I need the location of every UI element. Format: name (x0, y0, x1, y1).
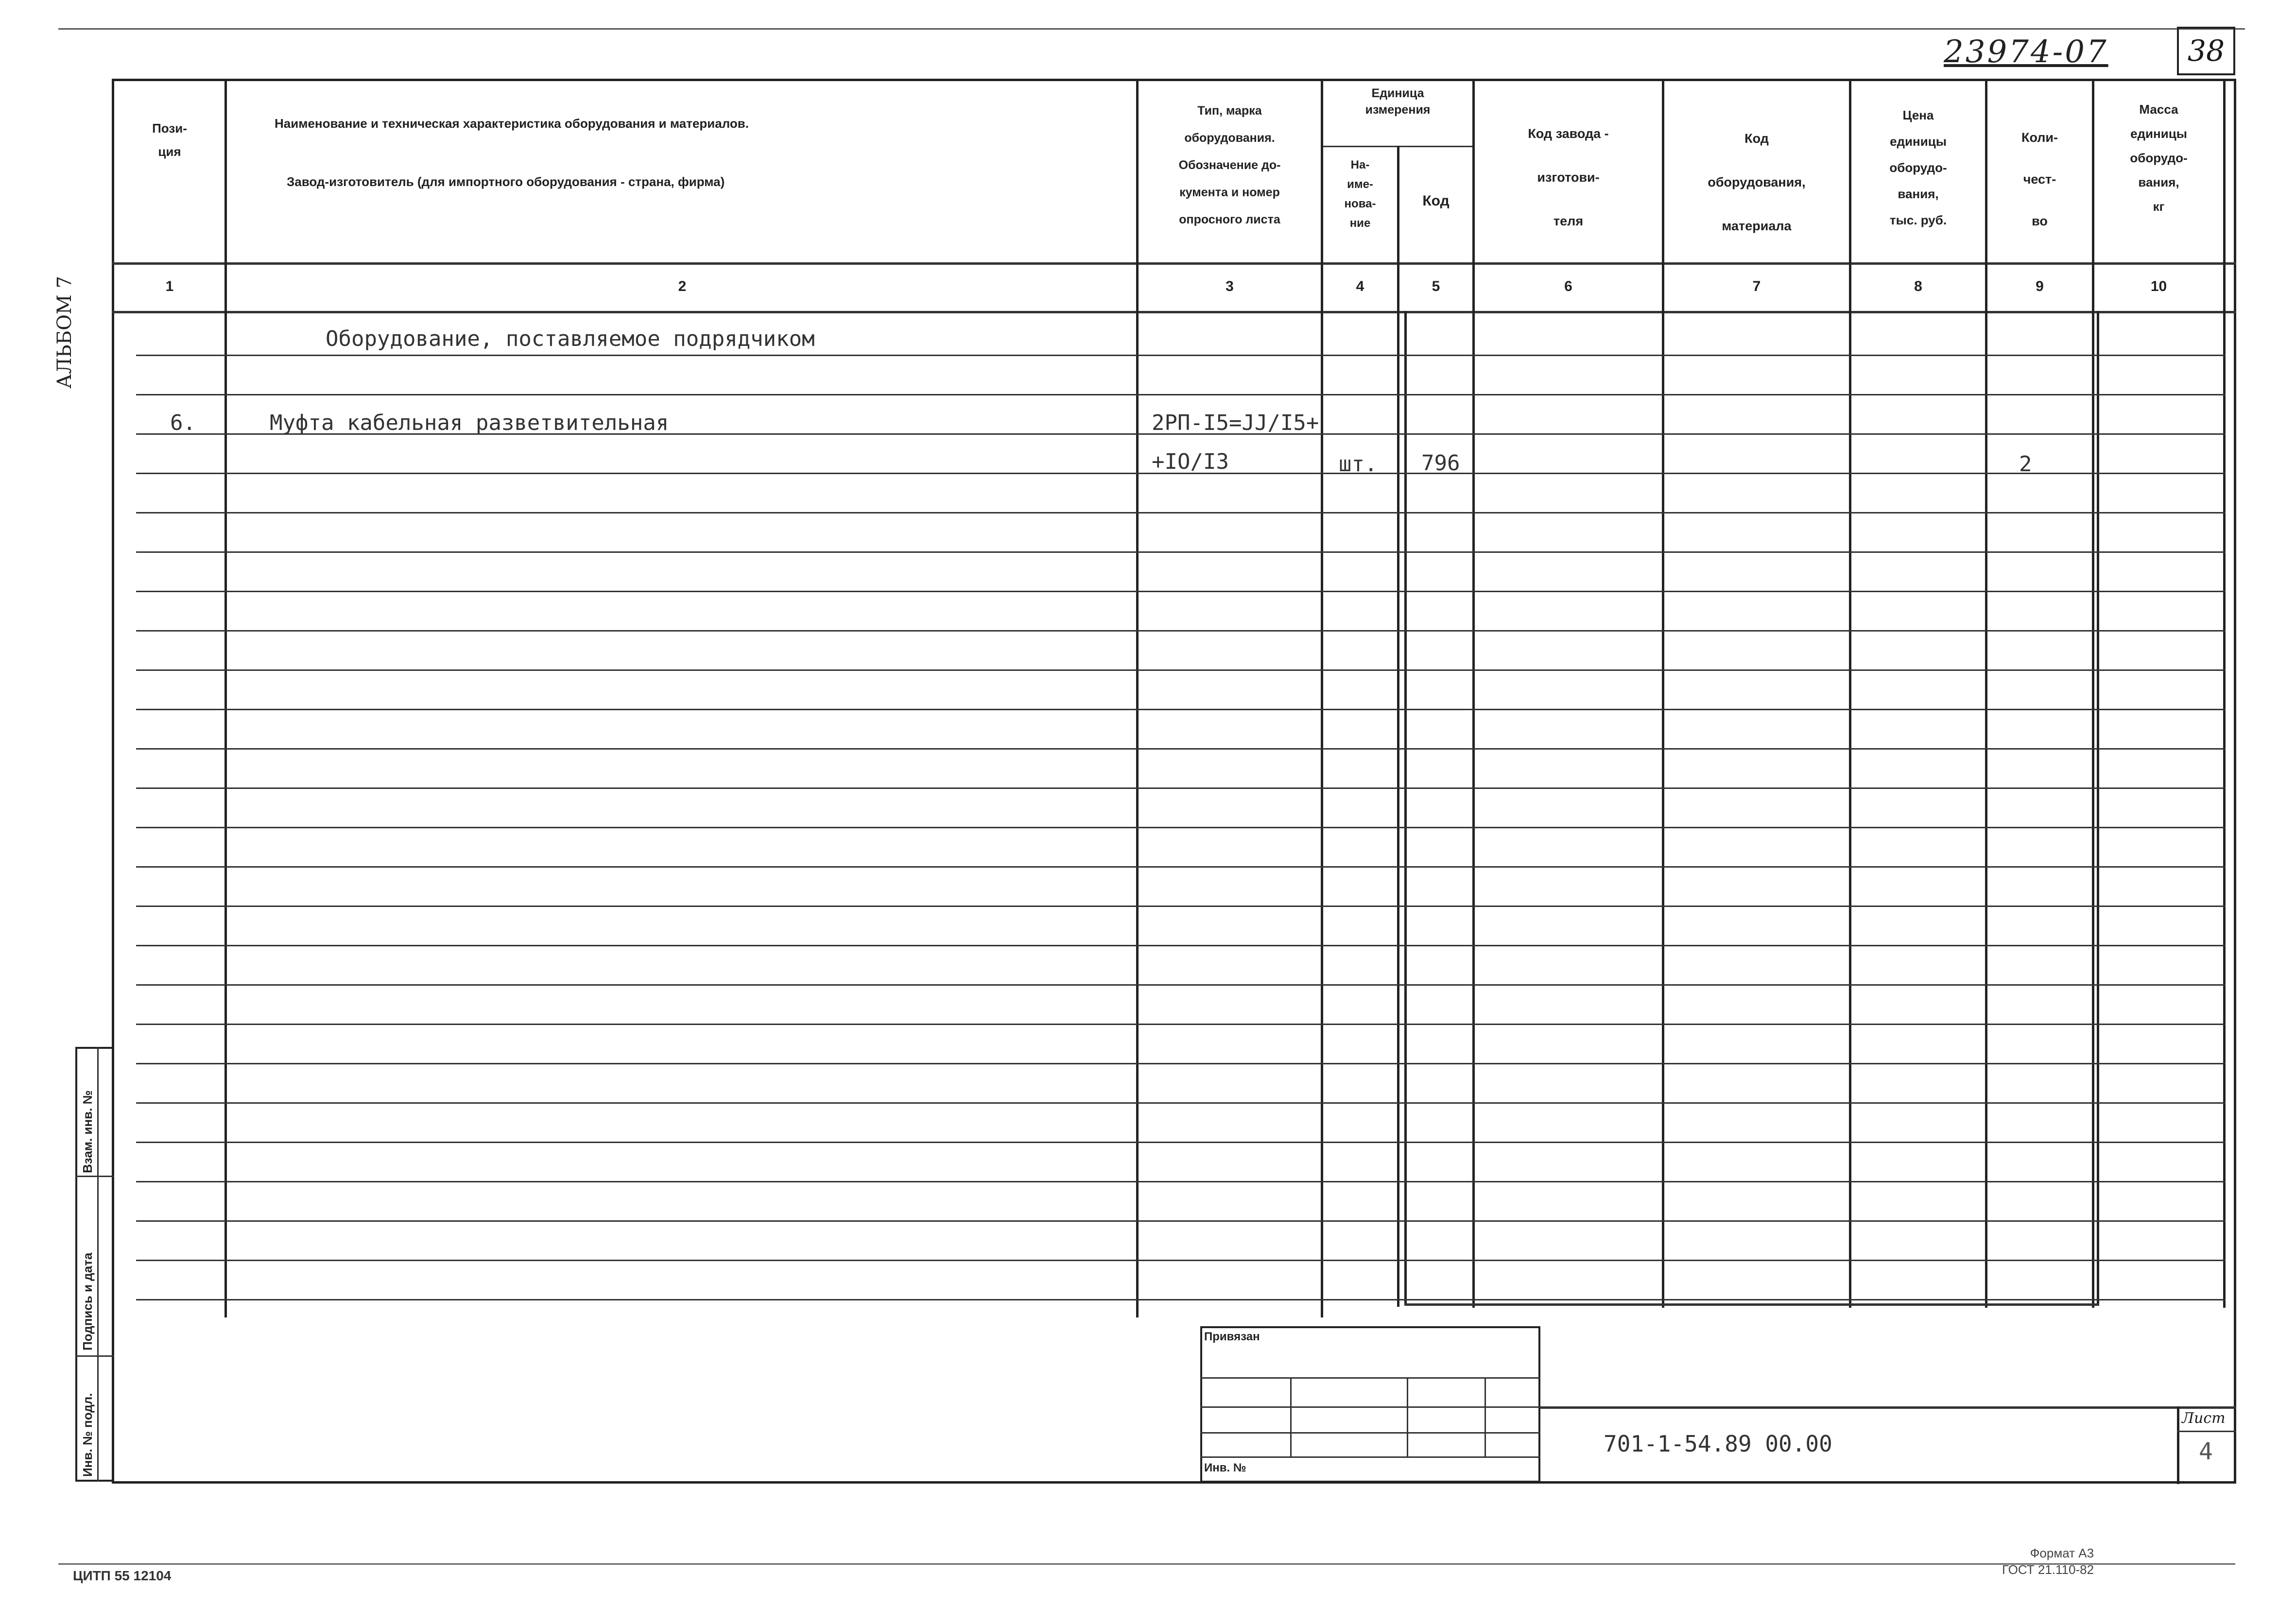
footer-format: Формат А3 (2030, 1546, 2094, 1560)
unit-group-divider (1321, 146, 1472, 147)
header-mass: Масса единицы оборудо- вания, кг (2130, 102, 2188, 214)
item-quantity: 2 (2019, 452, 2032, 477)
sheet-number-value: 38 (2187, 34, 2225, 68)
footer-left-code: ЦИТП 55 12104 (73, 1568, 172, 1583)
col-number-9: 9 (2036, 278, 2044, 294)
table-row-line (136, 591, 2226, 592)
col-number-7: 7 (1752, 278, 1761, 294)
privyazan-label: Привязан (1204, 1330, 1260, 1343)
sheet-number (2177, 27, 2235, 75)
bold-box-right (2097, 311, 2099, 1304)
table-row-line (136, 945, 2226, 946)
table-row-line (136, 906, 2226, 907)
header-price: Цена единицы оборудо- вания, тыс. руб. (1889, 108, 1947, 227)
table-row-line (136, 355, 2226, 356)
col-number-1: 1 (165, 278, 174, 294)
col-divider-6 (1662, 79, 1664, 1308)
table-row-line (136, 866, 2226, 868)
table-row-line (136, 630, 2226, 632)
item-type-line2: +IO/I3 (1152, 449, 1229, 474)
top-border-line (58, 28, 2245, 30)
item-name: Муфта кабельная разветвительная (270, 410, 669, 435)
col-number-5: 5 (1432, 278, 1440, 294)
col-number-6: 6 (1564, 278, 1572, 294)
table-row-line (136, 1024, 2226, 1025)
table-row-line (136, 551, 2226, 553)
privyazan-line-3 (1200, 1432, 1540, 1434)
col-number-10: 10 (2150, 278, 2167, 294)
bold-box-bottom (1404, 1303, 2099, 1306)
list-label-line (2177, 1431, 2236, 1432)
col-number-8: 8 (1914, 278, 1922, 294)
table-row-line (136, 787, 2226, 789)
table-row-line (136, 709, 2226, 710)
header-unit-code: Код (1422, 193, 1450, 209)
header-name-line2: Завод-изготовитель (для импортного оборудования - страна, фирма) (287, 174, 725, 189)
header-unit-name: На- име- нова- ние (1344, 158, 1376, 230)
item-type-line1: 2РП-I5=JJ/I5+ (1152, 410, 1319, 435)
item-unit-code: 796 (1421, 451, 1460, 476)
table-row-line (136, 984, 2226, 986)
col-divider-8 (1985, 79, 1987, 1308)
item-unit: шт. (1339, 452, 1378, 477)
bold-box-left (1404, 311, 1407, 1304)
side-stamp-vzam-inv: Взам. инв. № (80, 1090, 95, 1173)
col-divider-9 (2092, 79, 2094, 1308)
col-divider-10 (2223, 79, 2226, 1308)
list-label: Лист (2182, 1410, 2226, 1427)
table-row-line (136, 1181, 2226, 1182)
col-number-4: 4 (1356, 278, 1364, 294)
col-divider-5 (1472, 79, 1475, 1308)
table-row-line (136, 669, 2226, 671)
col-divider-7 (1849, 79, 1851, 1308)
side-stamp-podpis-data: Подпись и дата (80, 1252, 95, 1351)
side-stamp-divider-1 (75, 1176, 114, 1177)
project-code: 701-1-54.89 00.00 (1604, 1431, 1832, 1457)
album-label: АЛЬБОМ 7 (53, 276, 76, 389)
inv-no-label: Инв. № (1204, 1461, 1246, 1474)
privyazan-line-4 (1200, 1456, 1540, 1458)
col-divider-4 (1397, 146, 1399, 1307)
privyazan-vline-3 (1485, 1377, 1486, 1457)
header-name-line1: Наименование и техническая характеристика оборудования и материалов. (275, 116, 749, 131)
header-equipment-code: Код оборудования, материала (1708, 131, 1806, 233)
document-code: 23974-07 (1944, 34, 2108, 70)
table-row-line (136, 748, 2226, 750)
bottom-border-line (58, 1563, 2235, 1565)
section-title: Оборудование, поставляемое подрядчиком (326, 326, 815, 351)
footer-gost: ГОСТ 21.110-82 (2002, 1562, 2094, 1577)
side-stamp-divider-2 (75, 1355, 114, 1357)
col-number-2: 2 (678, 278, 687, 294)
header-factory-code: Код завода - изготови- теля (1528, 126, 1609, 228)
table-row-line (136, 827, 2226, 828)
col-number-3: 3 (1226, 278, 1234, 294)
side-stamp-inner-line (97, 1047, 99, 1482)
table-row-line (136, 512, 2226, 513)
privyazan-block (1200, 1326, 1540, 1483)
col-divider-1 (224, 79, 227, 1317)
table-row-line (136, 394, 2226, 395)
header-type: Тип, марка оборудования. Обозначение до- кумента и номер опросного листа (1178, 104, 1281, 226)
table-row-line (136, 1299, 2226, 1300)
table-row-line (136, 1063, 2226, 1064)
list-divider (2177, 1406, 2179, 1484)
title-block-top-line (1540, 1406, 2236, 1409)
privyazan-line-1 (1200, 1377, 1540, 1379)
privyazan-vline-2 (1407, 1377, 1408, 1457)
item-position: 6. (170, 410, 196, 435)
footer-right (2002, 1545, 2094, 1578)
privyazan-vline-1 (1290, 1377, 1292, 1457)
table-row-line (136, 1260, 2226, 1261)
table-row-line (136, 1142, 2226, 1143)
table-row-line (136, 1102, 2226, 1104)
header-position: Пози- ция (152, 121, 187, 159)
column-numbers-bottom-line (112, 311, 2236, 313)
list-value: 4 (2199, 1438, 2213, 1465)
header-quantity: Коли- чест- во (2021, 130, 2058, 228)
side-stamp-inv-podl: Инв. № подл. (80, 1393, 95, 1477)
table-row-line (136, 1220, 2226, 1222)
privyazan-line-2 (1200, 1406, 1540, 1408)
header-unit-group: Единица измерения (1365, 86, 1431, 117)
